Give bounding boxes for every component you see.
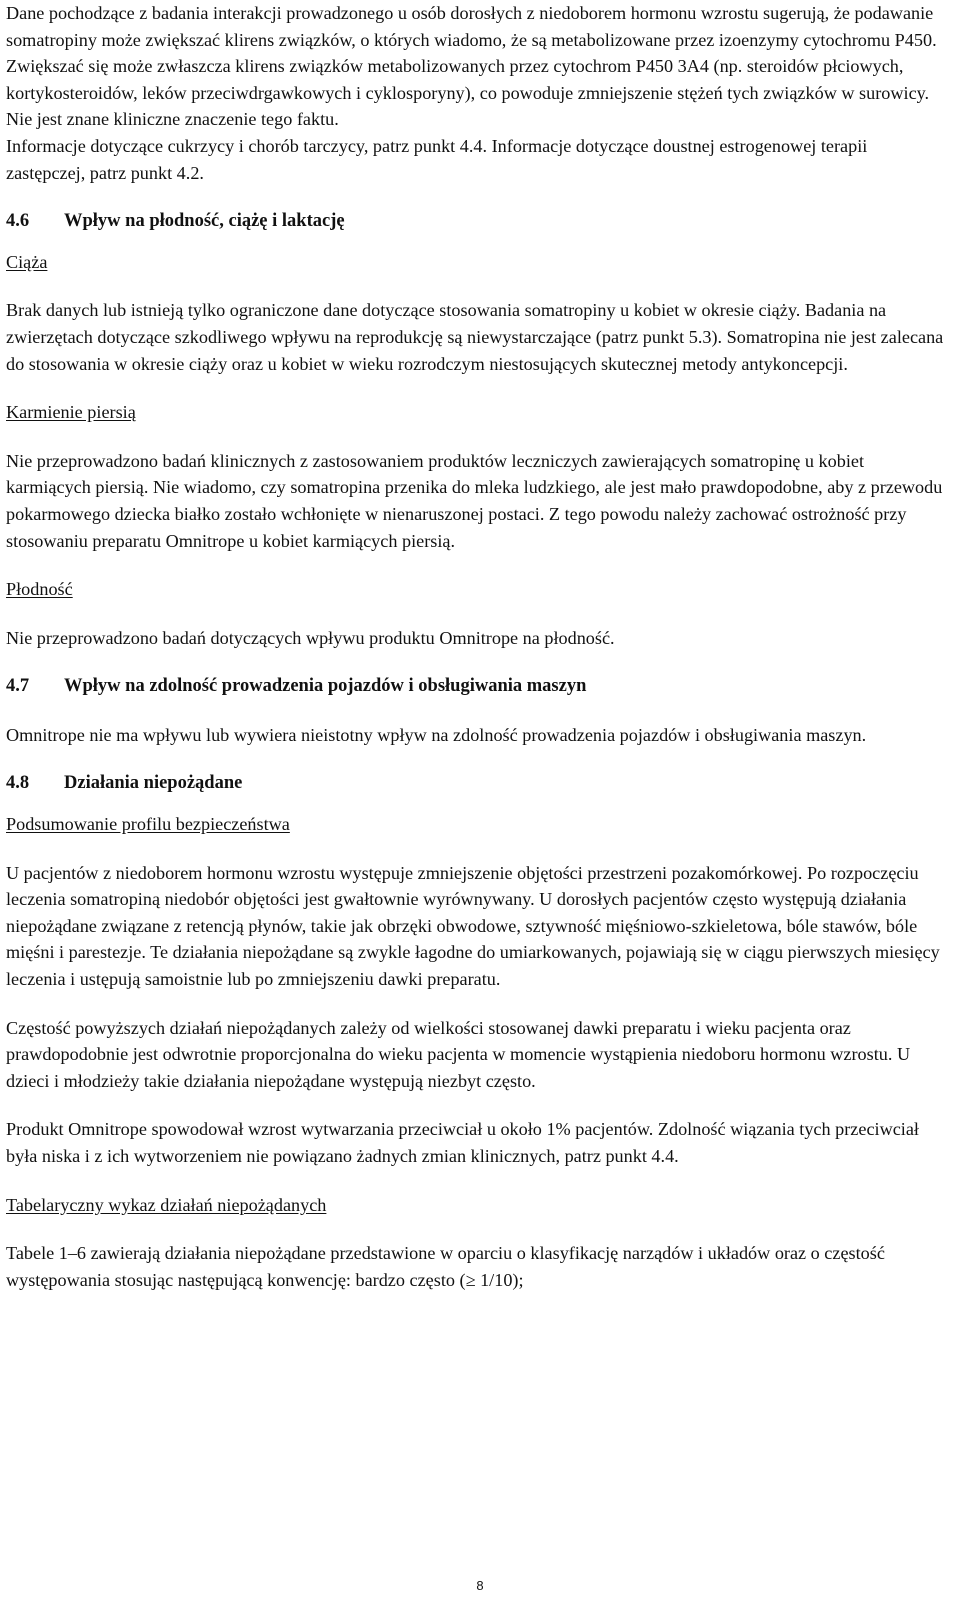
paragraph-cross-reference: Informacje dotyczące cukrzycy i chorób tarczycy, patrz punkt 4.4. Informacje dotyczące doustnej estrogenowej terapii zastępczej, patrz punkt 4.2. <box>6 135 868 183</box>
paragraph-interactions: Dane pochodzące z badania interakcji prowadzonego u osób dorosłych z niedoborem hormonu wzrostu sugerują, że podawanie somatropiny może zwiększać klirens związków, o których wiadomo, że są metabolizowane przez izoenzymy cytochromu P450. Zwiększać się może zwłaszcza klirens związków metabolizowanych przez cytochrom P450 3A4 (np. steroidów płciowych, kortykosteroidów, leków przeciwdrgawkowych i cyklosporyny), co powoduje zmniejszenie stężeń tych związków w surowicy. Nie jest znane kliniczne znaczenie tego faktu. <box>6 3 937 130</box>
subheading-pregnancy: Ciąża <box>6 251 48 272</box>
paragraph-breastfeeding: Nie przeprowadzono badań klinicznych z zastosowaniem produktów leczniczych zawierających somatropinę u kobiet karmiących piersią. Nie wiadomo, czy somatropina przenika do mleka ludzkiego, ale jest mało prawdopodobne, aby z przewodu pokarmowego dziecka białko zostało wchłonięte w nienaruszonej postaci. Z tego powodu należy zachować ostrożność przy stosowaniu preparatu Omnitrope u kobiet karmiących piersią. <box>6 450 943 551</box>
paragraph-fertility: Nie przeprowadzono badań dotyczących wpływu produktu Omnitrope na płodność. <box>6 627 615 648</box>
paragraph-safety-summary: U pacjentów z niedoborem hormonu wzrostu występuje zmniejszenie objętości przestrzeni pozakomórkowej. Po rozpoczęciu leczenia somatropiną niedobór objętości jest gwałtownie wyrównywany. U dorosłych pacjentów często występują działania niepożądane związane z retencją płynów, takie jak obrzęki obwodowe, sztywność mięśniowo-szkieletowa, bóle stawów, bóle mięśni i parestezje. Te działania niepożądane są zwykle łagodne do umiarkowanych, pojawiają się w ciągu pierwszych miesięcy leczenia i ustępują samoistnie lub po zmniejszeniu dawki preparatu. <box>6 862 940 990</box>
section-number: 4.6 <box>6 211 30 232</box>
section-title: Działania niepożądane <box>64 773 243 794</box>
subheading-safety-summary: Podsumowanie profilu bezpieczeństwa <box>6 814 290 835</box>
document-page <box>6 0 946 1293</box>
section-heading-4-7 <box>6 673 946 700</box>
paragraph-pregnancy: Brak danych lub istnieją tylko ograniczone dane dotyczące stosowania somatropiny u kobiet w okresie ciąży. Badania na zwierzętach dotyczące szkodliwego wpływu na reprodukcję są niewystarczające (patrz punkt 5.3). Somatropina nie jest zalecana do stosowania w okresie ciąży oraz u kobiet w wieku rozrodczym niestosujących skutecznej metody antykoncepcji. <box>6 300 944 374</box>
page-number: 8 <box>476 1578 484 1593</box>
paragraph-adverse-reactions-table: Tabele 1–6 zawierają działania niepożądane przedstawione w oparciu o klasyfikację narządów i układów oraz o częstość występowania stosując następującą konwencję: bardzo często (≥ 1/10); <box>6 1243 885 1290</box>
section-number: 4.8 <box>6 773 30 794</box>
section-number: 4.7 <box>6 676 30 697</box>
section-heading-4-6 <box>6 208 946 235</box>
section-heading-4-8 <box>6 770 946 797</box>
paragraph-antibodies: Produkt Omnitrope spowodował wzrost wytwarzania przeciwciał u około 1% pacjentów. Zdolność wiązania tych przeciwciał była niska i z ich wytworzeniem nie powiązano żadnych zmian klinicznych, patrz punkt 4.4. <box>6 1119 919 1166</box>
paragraph-driving: Omnitrope nie ma wpływu lub wywiera nieistotny wpływ na zdolność prowadzenia pojazdów i obsługiwania maszyn. <box>6 724 867 745</box>
section-title: Wpływ na płodność, ciążę i laktację <box>64 211 345 232</box>
subheading-fertility: Płodność <box>6 579 73 600</box>
section-title: Wpływ na zdolność prowadzenia pojazdów i obsługiwania maszyn <box>64 676 587 697</box>
subheading-adverse-reactions-table: Tabelaryczny wykaz działań niepożądanych <box>6 1194 327 1215</box>
subheading-breastfeeding: Karmienie piersią <box>6 402 136 423</box>
paragraph-frequency: Częstość powyższych działań niepożądanych zależy od wielkości stosowanej dawki preparatu i wieku pacjenta oraz prawdopodobnie jest odwrotnie proporcjonalna do wieku pacjenta w momencie wystąpienia niedoboru hormonu wzrostu. U dzieci i młodzieży takie działania niepożądane występują niezbyt często. <box>6 1017 911 1091</box>
